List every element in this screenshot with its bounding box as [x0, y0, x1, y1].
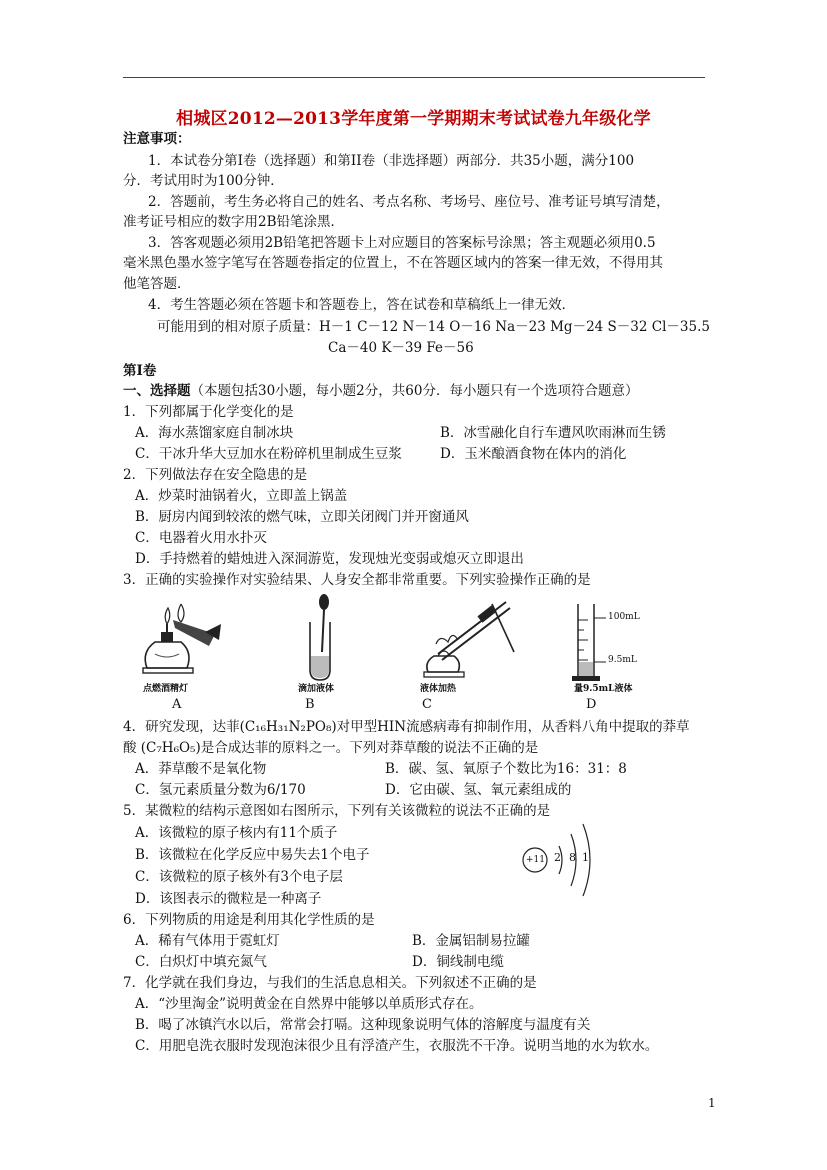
figure-b-caption: 滴加液体 [298, 684, 335, 694]
q6-option-b: B．金属铝制易拉罐 [412, 933, 530, 949]
note-2b: 准考证号相应的数字用2B铅笔涂黑． [123, 214, 345, 230]
q5-option-b: B．该微粒在化学反应中易失去1个电子 [135, 847, 370, 863]
note-1b: 分．考试用时为100分钟． [123, 173, 284, 189]
note-3c: 他笔答题． [123, 276, 191, 292]
cylinder-mark: 9.5mL [608, 655, 637, 665]
exam-title: 相城区2012—2013学年度第一学期期末考试试卷九年级化学 [176, 109, 651, 129]
q6-option-c: C．白炽灯中填充氮气 [135, 954, 267, 970]
q7-option-a: A．“沙里淘金”说明黄金在自然界中能够以单质形式存在。 [135, 996, 483, 1012]
figure-d-label: D [586, 697, 597, 712]
cylinder-top-mark: 100mL [608, 612, 640, 622]
note-1a: 1．本试卷分第Ⅰ卷（选择题）和第II卷（非选择题）两部分．共35小题，满分100 [148, 153, 635, 169]
q4-stem-line2: 酸 (C₇H₆O₅)是合成达菲的原料之一。下列对莽草酸的说法不正确的是 [123, 740, 539, 756]
q3-stem: 3．正确的实验操作对实验结果、人身安全都非常重要。下列实验操作正确的是 [123, 572, 591, 588]
atomic-mass-line2: Ca－40 K－39 Fe－56 [328, 340, 474, 356]
q5-option-a: A．该微粒的原子核内有11个质子 [135, 825, 338, 841]
q2-option-d: D．手持燃着的蜡烛进入深洞游览，发现烛光变弱或熄灭立即退出 [135, 551, 524, 567]
figure-b-label: B [305, 697, 315, 712]
figure-a-label: A [172, 697, 182, 712]
figure-c-caption: 液体加热 [420, 684, 457, 694]
q1-option-a: A．海水蒸馏家庭自制冰块 [135, 425, 294, 441]
section-heading [123, 382, 638, 400]
q5-option-d: D．该图表示的微粒是一种离子 [135, 891, 322, 907]
q7-stem: 7．化学就在我们身边，与我们的生活息息相关。下列叙述不正确的是 [123, 975, 537, 991]
q1-option-c: C．干冰升华大豆加水在粉碎机里制成生豆浆 [135, 446, 402, 462]
q4-option-a: A．莽草酸不是氧化物 [135, 761, 267, 777]
part-heading: 第Ⅰ卷 [123, 363, 157, 379]
q6-stem: 6．下列物质的用途是利用其化学性质的是 [123, 912, 375, 928]
q7-option-b: B．喝了冰镇汽水以后，常常会打嗝。这种现象说明气体的溶解度与温度有关 [135, 1017, 591, 1033]
heating-figure [418, 594, 518, 680]
atomic-mass-line1: 可能用到的相对原子质量：H－1 C－12 N－14 O－16 Na－23 Mg－24 S－32 Cl－35.5 [157, 319, 710, 335]
q1-stem: 1．下列都属于化学变化的是 [123, 404, 294, 420]
note-2a: 2．答题前，考生务必将自己的姓名、考点名称、考场号、座位号、准考证号填写清楚， [148, 194, 670, 210]
q2-option-a: A．炒菜时油锅着火，立即盖上锅盖 [135, 488, 348, 504]
nucleus-charge: +11 [526, 855, 545, 865]
note-4: 4．考生答题必须在答题卡和答题卷上，答在试卷和草稿纸上一律无效． [148, 297, 576, 313]
q2-stem: 2．下列做法存在安全隐患的是 [123, 467, 308, 483]
q4-option-c: C．氢元素质量分数为6/170 [135, 782, 306, 798]
alcohol-lamp-figure [135, 594, 225, 679]
q6-option-a: A．稀有气体用于霓虹灯 [135, 933, 280, 949]
q4-option-b: B．碳、氢、氧原子个数比为16：31：8 [385, 761, 627, 777]
q1-option-b: B．冰雪融化自行车遭风吹雨淋而生锈 [440, 425, 666, 441]
shell-3-electrons: 1 [582, 851, 589, 864]
section-heading-bold: 一、选择题 [123, 383, 191, 399]
shell-1-electrons: 2 [554, 851, 561, 864]
shell-2-electrons: 8 [569, 851, 576, 864]
figure-c-label: C [422, 697, 432, 712]
figure-d-caption: 量9.5mL液体 [574, 684, 633, 694]
q2-option-b: B．厨房内闻到较浓的燃气味，立即关闭阀门并开窗通风 [135, 509, 469, 525]
q4-stem-line1: 4．研究发现，达菲(C₁₆H₃₁N₂PO₈)对甲型HIN流感病毒有抑制作用，从香料八角中提取的莽草 [123, 719, 690, 735]
note-3a: 3．答客观题必须用2B铅笔把答题卡上对应题目的答案标号涂黑；答主观题必须用0.5 [148, 235, 656, 251]
notes-heading: 注意事项： [123, 131, 191, 147]
q4-option-d: D．它由碳、氢、氧元素组成的 [385, 782, 572, 798]
page-number: 1 [708, 1096, 716, 1110]
q6-option-d: D．铜线制电缆 [412, 954, 504, 970]
note-3b: 毫米黑色墨水签字笔写在答题卷指定的位置上，不在答题区域内的答案一律无效，不得用其 [123, 255, 663, 271]
section-heading-rest: （本题包括30小题，每小题2分，共60分．每小题只有一个选项符合题意） [190, 383, 639, 399]
q5-stem: 5．某微粒的结构示意图如右图所示，下列有关该微粒的说法不正确的是 [123, 803, 551, 819]
q2-option-c: C．电器着火用水扑灭 [135, 530, 267, 546]
header-rule [123, 77, 705, 78]
figure-a-caption: 点燃酒精灯 [143, 684, 189, 694]
dropper-figure [300, 592, 340, 682]
q1-option-d: D．玉米酿酒食物在体内的消化 [440, 446, 627, 462]
q7-option-c: C．用肥皂洗衣服时发现泡沫很少且有浮渣产生，衣服洗不干净。说明当地的水为软水。 [135, 1038, 659, 1054]
q5-option-c: C．该微粒的原子核外有3个电子层 [135, 869, 343, 885]
